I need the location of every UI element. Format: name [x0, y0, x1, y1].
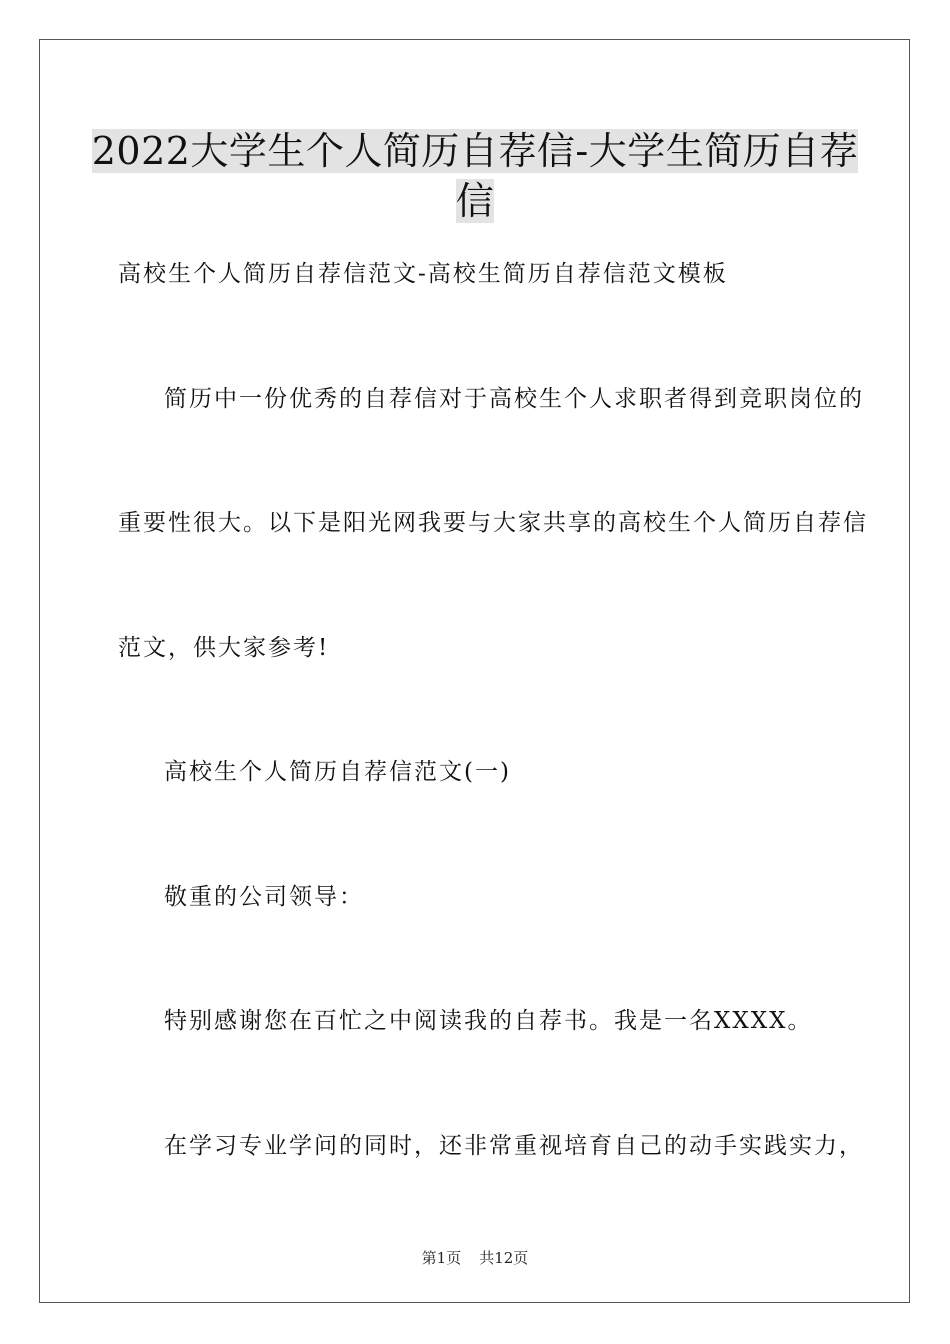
document-title-text-2: 信 [455, 179, 495, 223]
intro-paragraph-line-1: 简历中一份优秀的自荐信对于高校生个人求职者得到竞职岗位的 [164, 386, 864, 412]
page-footer [0, 1248, 950, 1268]
document-title-line-2 [80, 176, 870, 226]
page-number: 第1页 [421, 1249, 462, 1267]
intro-paragraph-line-2: 重要性很大。以下是阳光网我要与大家共享的高校生个人简历自荐信 [118, 510, 868, 536]
intro-paragraph-line-3: 范文，供大家参考! [118, 635, 330, 661]
body-paragraph-2: 在学习专业学问的同时，还非常重视培育自己的动手实践实力， [164, 1133, 864, 1159]
page-frame [39, 39, 910, 1303]
page-total: 共12页 [479, 1249, 529, 1267]
body-paragraph-1: 特别感谢您在百忙之中阅读我的自荐书。我是一名XXXX。 [164, 1008, 813, 1034]
subtitle-paragraph: 高校生个人简历自荐信范文-高校生简历自荐信范文模板 [118, 261, 728, 287]
document-title-text-1: 2022大学生个人简历自荐信-大学生简历自荐 [91, 129, 859, 173]
salutation: 敬重的公司领导： [164, 884, 364, 910]
section-heading: 高校生个人简历自荐信范文(一) [164, 759, 511, 785]
document-title-line-1 [80, 126, 870, 176]
